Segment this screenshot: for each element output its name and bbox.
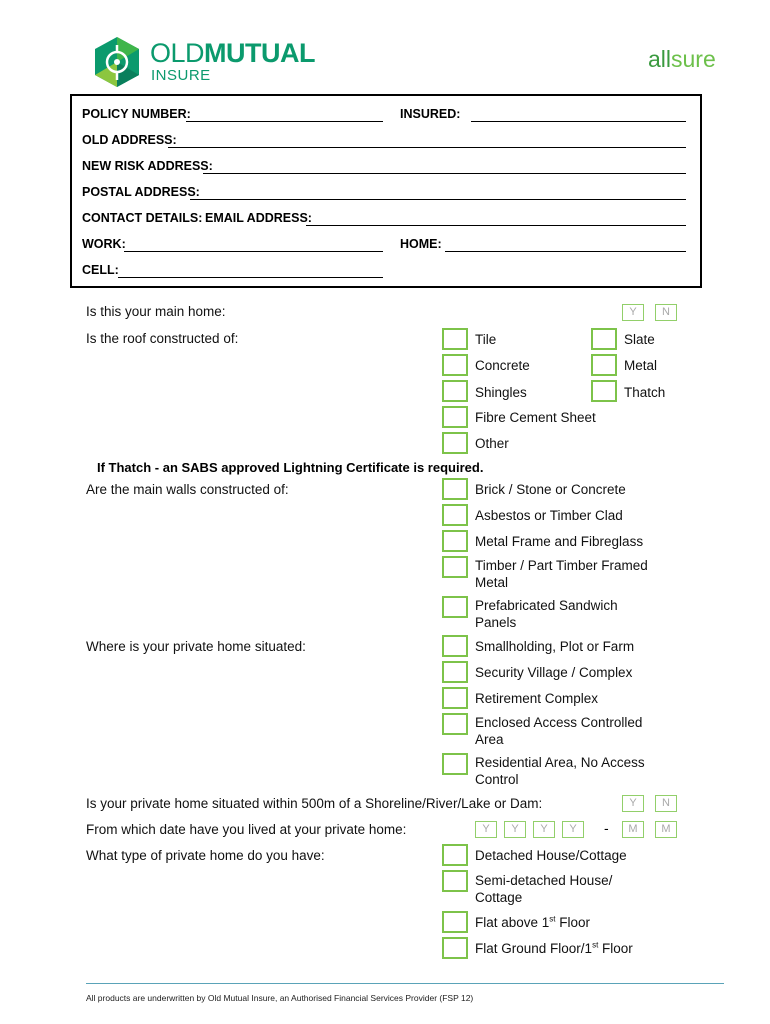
roof-metal-label: Metal <box>624 358 658 373</box>
home-field[interactable] <box>445 251 686 252</box>
cell-label: CELL: <box>82 263 119 277</box>
month-digit-2-box[interactable]: M <box>655 821 677 838</box>
year-digit-3-box[interactable]: Y <box>533 821 555 838</box>
old-address-field[interactable] <box>168 147 686 148</box>
roof-other-checkbox[interactable] <box>442 432 468 454</box>
situ-retirement-checkbox[interactable] <box>442 687 468 709</box>
roof-shingles-label: Shingles <box>475 385 527 400</box>
home-label: HOME: <box>400 237 442 251</box>
type-flat-ground-sup: st <box>592 940 599 950</box>
wall-metal-frame-checkbox[interactable] <box>442 530 468 552</box>
situ-enclosed-label <box>475 714 642 748</box>
roof-concrete-checkbox[interactable] <box>442 354 468 376</box>
footer-text: All products are underwritten by Old Mutual Insure, an Authorised Financial Services Provider (FSP 12) <box>86 993 474 1003</box>
roof-thatch-checkbox[interactable] <box>591 380 617 402</box>
email-address-field[interactable] <box>306 225 686 226</box>
footer-divider <box>86 983 724 984</box>
roof-metal-checkbox[interactable] <box>591 354 617 376</box>
roof-fibre-checkbox[interactable] <box>442 406 468 428</box>
wall-asbestos-checkbox[interactable] <box>442 504 468 526</box>
wall-prefab-label <box>475 597 618 631</box>
wall-prefab-line2: Panels <box>475 615 517 630</box>
wall-timber-line2: Metal <box>475 575 509 590</box>
shoreline-no-box[interactable]: N <box>655 795 677 812</box>
type-flat-above-sup: st <box>549 914 556 924</box>
situ-residential-label <box>475 754 645 788</box>
roof-tile-checkbox[interactable] <box>442 328 468 350</box>
situ-residential-line2: Control <box>475 772 519 787</box>
policy-number-field[interactable] <box>186 121 383 122</box>
roof-tile-label: Tile <box>475 332 497 347</box>
situ-enclosed-line1: Enclosed Access Controlled <box>475 715 643 730</box>
insured-label: INSURED: <box>400 107 461 121</box>
situ-residential-checkbox[interactable] <box>442 753 468 775</box>
type-detached-checkbox[interactable] <box>442 844 468 866</box>
brand-mutual: MUTUAL <box>204 38 316 68</box>
situ-smallholding-label: Smallholding, Plot or Farm <box>475 639 635 654</box>
main-home-no-box[interactable]: N <box>655 304 677 321</box>
old-address-label: OLD ADDRESS: <box>82 133 177 147</box>
allsure-logo <box>648 46 716 73</box>
roof-other-label: Other <box>475 436 509 451</box>
type-flat-above-text-b: Floor <box>555 915 591 930</box>
shoreline-question: Is your private home situated within 500m of a Shoreline/River/Lake or Dam: <box>86 796 543 811</box>
date-lived-question: From which date have you lived at your private home: <box>86 822 407 837</box>
wall-asbestos-label: Asbestos or Timber Clad <box>475 508 623 523</box>
new-risk-address-field[interactable] <box>203 173 686 174</box>
type-semi-label <box>475 872 612 906</box>
situ-smallholding-checkbox[interactable] <box>442 635 468 657</box>
type-flat-ground-text-b: Floor <box>598 941 633 956</box>
roof-question: Is the roof constructed of: <box>86 331 239 346</box>
work-field[interactable] <box>124 251 383 252</box>
type-semi-checkbox[interactable] <box>442 870 468 892</box>
situ-enclosed-line2: Area <box>475 732 504 747</box>
situated-question: Where is your private home situated: <box>86 639 306 654</box>
date-dash: - <box>604 820 609 836</box>
old-mutual-logo <box>92 36 317 88</box>
year-digit-1-box[interactable]: Y <box>475 821 497 838</box>
year-digit-4-box[interactable]: Y <box>562 821 584 838</box>
month-digit-1-box[interactable]: M <box>622 821 644 838</box>
work-label: WORK: <box>82 237 126 251</box>
walls-question: Are the main walls constructed of: <box>86 482 289 497</box>
home-type-question: What type of private home do you have: <box>86 848 325 863</box>
wall-prefab-checkbox[interactable] <box>442 596 468 618</box>
situ-enclosed-checkbox[interactable] <box>442 713 468 735</box>
type-detached-label: Detached House/Cottage <box>475 848 627 863</box>
postal-address-label: POSTAL ADDRESS: <box>82 185 200 199</box>
type-flat-ground-checkbox[interactable] <box>442 937 468 959</box>
year-digit-2-box[interactable]: Y <box>504 821 526 838</box>
contact-details-label: CONTACT DETAILS: <box>82 211 203 225</box>
wall-timber-checkbox[interactable] <box>442 556 468 578</box>
wall-timber-label <box>475 557 648 591</box>
situ-retirement-label: Retirement Complex <box>475 691 599 706</box>
new-risk-address-label: NEW RISK ADDRESS: <box>82 159 213 173</box>
situ-security-label: Security Village / Complex <box>475 665 633 680</box>
type-semi-line1: Semi-detached House/ <box>475 873 613 888</box>
roof-fibre-label: Fibre Cement Sheet <box>475 410 596 425</box>
wall-timber-line1: Timber / Part Timber Framed <box>475 558 648 573</box>
brand-insure: INSURE <box>151 67 211 84</box>
brand-name <box>150 38 315 68</box>
wall-metal-frame-label: Metal Frame and Fibreglass <box>475 534 644 549</box>
roof-shingles-checkbox[interactable] <box>442 380 468 402</box>
allsure-sure: sure <box>671 46 716 72</box>
roof-concrete-label: Concrete <box>475 358 530 373</box>
thatch-note: If Thatch - an SABS approved Lightning Certificate is required. <box>97 460 484 475</box>
wall-brick-label: Brick / Stone or Concrete <box>475 482 626 497</box>
roof-slate-label: Slate <box>624 332 655 347</box>
type-flat-ground-text-a: Flat Ground Floor/1 <box>475 941 593 956</box>
policy-number-label: POLICY NUMBER: <box>82 107 191 121</box>
email-address-label: EMAIL ADDRESS: <box>205 211 312 225</box>
type-flat-ground-label <box>475 940 633 957</box>
type-flat-above-label <box>475 914 590 931</box>
type-flat-above-checkbox[interactable] <box>442 911 468 933</box>
main-home-yes-box[interactable]: Y <box>622 304 644 321</box>
postal-address-field[interactable] <box>190 199 686 200</box>
type-semi-line2: Cottage <box>475 890 523 905</box>
insured-field[interactable] <box>471 121 686 122</box>
shoreline-yes-box[interactable]: Y <box>622 795 644 812</box>
situ-residential-line1: Residential Area, No Access <box>475 755 645 770</box>
roof-slate-checkbox[interactable] <box>591 328 617 350</box>
main-home-question: Is this your main home: <box>86 304 226 319</box>
allsure-all: all <box>648 46 672 72</box>
cell-field[interactable] <box>118 277 383 278</box>
situ-security-checkbox[interactable] <box>442 661 468 683</box>
wall-brick-checkbox[interactable] <box>442 478 468 500</box>
type-flat-above-text-a: Flat above 1 <box>475 915 550 930</box>
wall-prefab-line1: Prefabricated Sandwich <box>475 598 618 613</box>
roof-thatch-label: Thatch <box>624 385 666 400</box>
brand-old: OLD <box>150 38 205 68</box>
old-mutual-emblem-icon <box>92 36 142 88</box>
